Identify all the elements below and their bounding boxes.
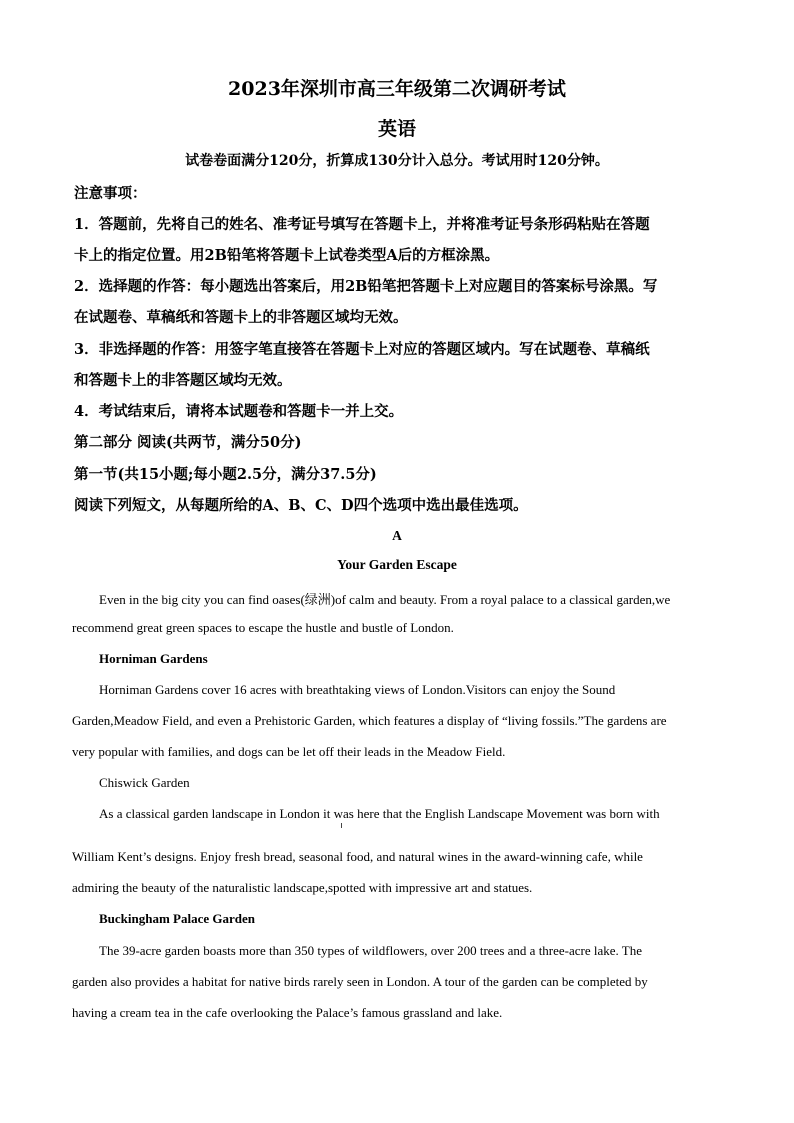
notes-line: 1．答题前，先将自己的姓名、准考证号填写在答题卡上，并将准考证号条形码粘贴在答题 — [74, 216, 650, 233]
notes-line: 3．非选择题的作答：用签字笔直接答在答题卡上对应的答题区域内。写在试题卷、草稿纸 — [74, 341, 650, 358]
notes-line: 2．选择题的作答：每小题选出答案后，用2B铅笔把答题卡上对应题目的答案标号涂黑。写 — [74, 278, 658, 295]
paragraph-line: Garden,Meadow Field, and even a Prehistoric Garden, which features a display of “living fossils.”The gardens are — [72, 713, 667, 728]
part-heading: 第二部分 阅读(共两节，满分50分) — [74, 434, 302, 451]
garden-heading-chiswick: Chiswick Garden — [99, 775, 190, 790]
paragraph-line: The 39-acre garden boasts more than 350 types of wildflowers, over 200 trees and a three-acre lake. The — [99, 943, 643, 958]
notes-heading: 注意事项： — [74, 185, 147, 202]
paragraph-line: admiring the beauty of the naturalistic landscape,spotted with impressive art and statues. — [72, 880, 533, 895]
section-heading: 第一节(共15小题;每小题2.5分，满分37.5分) — [74, 466, 377, 483]
exam-title: 2023年深圳市高三年级第二次调研考试 — [228, 78, 566, 100]
notes-line: 在试题卷、草稿纸和答题卡上的非答题区域均无效。 — [74, 309, 408, 326]
paragraph-line: As a classical garden landscape in London it was here that the English Landscape Movement was born with — [99, 806, 660, 821]
passage-title: Your Garden Escape — [337, 557, 457, 572]
notes-line: 4．考试结束后，请将本试题卷和答题卡一并上交。 — [74, 403, 404, 420]
paragraph-line: very popular with families, and dogs can be let off their leads in the Meadow Field. — [72, 744, 506, 759]
intro-line: Even in the big city you can find oases(绿洲)of calm and beauty. From a royal palace to a classical garden,we — [99, 592, 671, 607]
paragraph-line: garden also provides a habitat for native birds rarely seen in London. A tour of the garden can be completed by — [72, 974, 648, 989]
notes-line: 和答题卡上的非答题区域均无效。 — [74, 372, 292, 389]
garden-heading-buckingham: Buckingham Palace Garden — [99, 911, 256, 926]
stray-mark — [341, 823, 342, 828]
intro-line: recommend great green spaces to escape the hustle and bustle of London. — [72, 620, 454, 635]
exam-summary: 试卷卷面满分120分，折算成130分计入总分。考试用时120分钟。 — [185, 153, 609, 169]
passage-label: A — [392, 528, 402, 543]
reading-instruction: 阅读下列短文，从每题所给的A、B、C、D四个选项中选出最佳选项。 — [74, 497, 528, 514]
subject-title: 英语 — [377, 118, 416, 140]
notes-line: 卡上的指定位置。用2B铅笔将答题卡上试卷类型A后的方框涂黑。 — [74, 247, 500, 264]
paragraph-line: William Kent’s designs. Enjoy fresh bread, seasonal food, and natural wines in the award-winning cafe, while — [72, 849, 643, 864]
garden-heading-horniman: Horniman Gardens — [99, 651, 208, 666]
paragraph-line: having a cream tea in the cafe overlooking the Palace’s famous grassland and lake. — [72, 1005, 503, 1020]
paragraph-line: Horniman Gardens cover 16 acres with breathtaking views of London.Visitors can enjoy the Sound — [99, 682, 616, 697]
